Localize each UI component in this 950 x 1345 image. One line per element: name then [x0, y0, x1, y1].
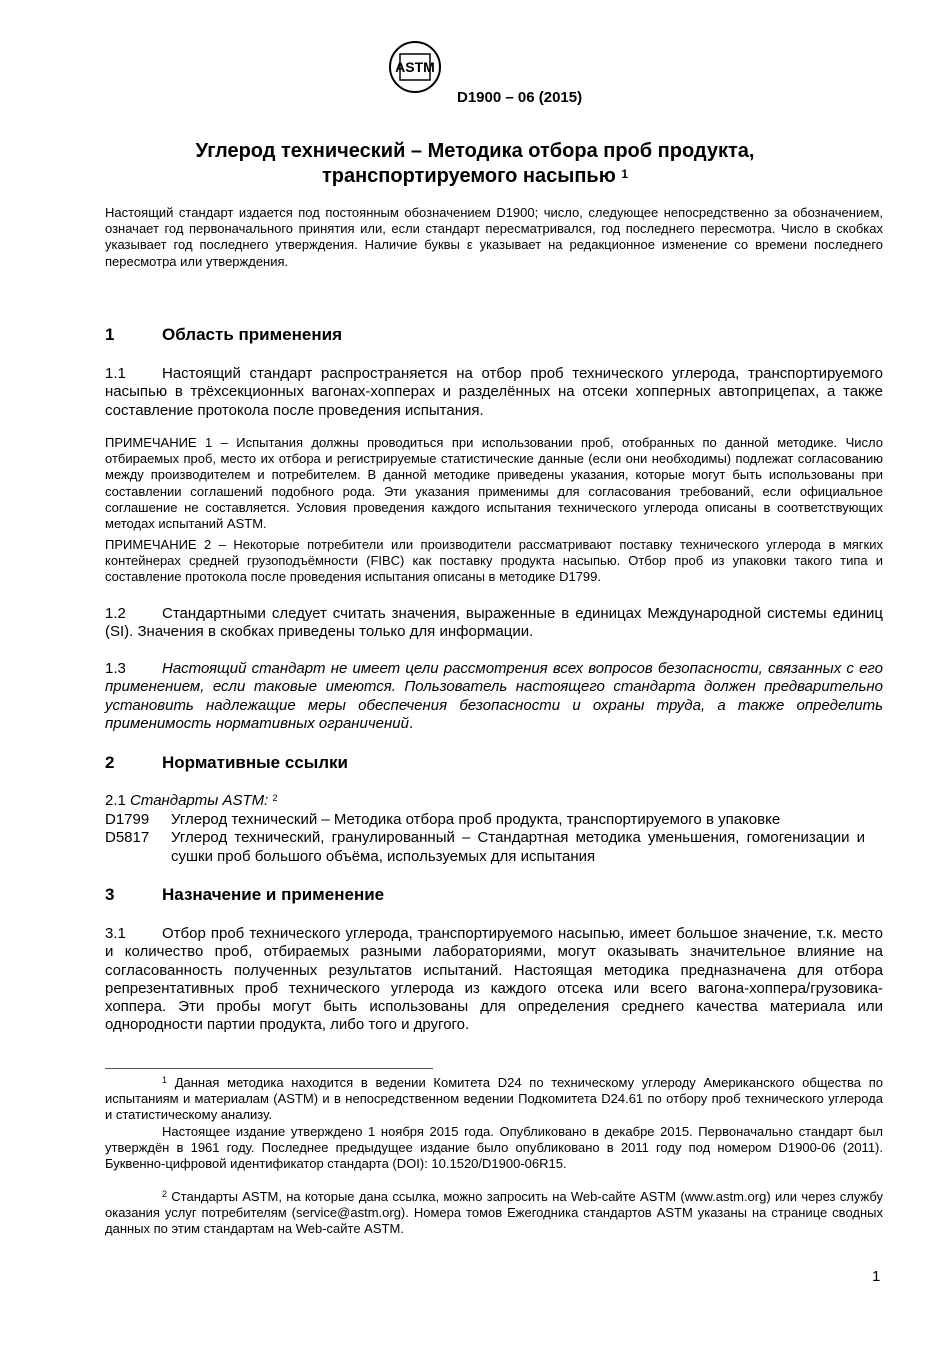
footnote-text: Данная методика находится в ведении Комитета D24 по техническому углероду Американского общества по испытаниям и материалам (ASTM) и в непосредственном ведении Подкомитета D24.61 по отбору проб технического углерода и статистическому анализу. [105, 1075, 883, 1123]
title-line-2: транспортируемого насыпью [321, 165, 616, 187]
section-3-heading [105, 885, 883, 905]
section-number: 1 [105, 325, 115, 344]
reference-code: D1799 [105, 811, 150, 828]
section-1-heading [105, 325, 883, 345]
paragraph-1-2 [105, 605, 883, 642]
reference-item [105, 811, 865, 829]
section-number: 2 [105, 753, 115, 772]
clause-number: 1.1 [105, 365, 126, 382]
title-line-1: Углерод технический – Методика отбора проб продукта, [195, 140, 755, 162]
svg-text:ASTM: ASTM [395, 59, 435, 75]
section-number: 3 [105, 885, 115, 904]
footnote-mark: 2 [162, 1189, 168, 1199]
section-2-heading [105, 753, 883, 773]
designation: D1900 – 06 (2015) [457, 89, 583, 106]
paragraph-2-1 [105, 792, 883, 810]
footnote-1 [105, 1075, 883, 1124]
clause-number: 1.3 [105, 660, 126, 677]
intro-paragraph: Настоящий стандарт издается под постоянным обозначением D1900; число, следующее непосредственно за обозначением, означает год первоначального принятия или, если стандарт пересматривался, год последнего пересмотра. Число в скобках указывает год последнего утверждения. Наличие буквы ε указывает на редакционное изменение со времени последнего пересмотра или утверждения. [105, 205, 883, 269]
reference-item [105, 829, 865, 866]
footnote-mark: 2 [272, 793, 278, 803]
note-2: ПРИМЕЧАНИЕ 2 – Некоторые потребители или производители рассматривают поставку технического углерода в мягких контейнерах средней грузоподъёмности (FIBC) как поставку продукта насыпью. Отбор проб из упаковки такого типа и составление протокола после проведения испытания описаны в методике D1799. [105, 537, 883, 585]
clause-number: 1.2 [105, 605, 126, 622]
section-title: Область применения [162, 325, 343, 344]
clause-number: 2.1 [105, 792, 126, 809]
footnote-text: Стандарты ASTM, на которые дана ссылка, можно запросить на Web-сайте ASTM (www.astm.org) или через службу оказания услуг потребителям (service@astm.org). Номера томов Ежегодника стандартов ASTM указаны на странице сводных данных по этим стандартам на Web-сайте ASTM. [105, 1189, 883, 1237]
footnote-separator [105, 1068, 433, 1069]
reference-code: D5817 [105, 829, 150, 847]
paragraph-1-3 [105, 660, 883, 733]
clause-text: Стандартными следует считать значения, выраженные в единицах Международной системы единиц (SI). Значения в скобках приведены только для информации. [105, 605, 883, 641]
footnote-mark: 1 [162, 1075, 168, 1085]
reference-text: Углерод технический – Методика отбора проб продукта, транспортируемого в упаковке [171, 811, 781, 828]
section-title: Назначение и применение [162, 885, 385, 904]
reference-list [105, 811, 865, 866]
document-title [0, 139, 950, 189]
title-footnote-mark: 1 [621, 167, 629, 181]
clause-end: . [408, 714, 414, 732]
note-1: ПРИМЕЧАНИЕ 1 – Испытания должны проводиться при использовании проб, отобранных по данной методике. Число отбираемых проб, место их отбора и регистрируемые статистические данные (если они необходимы) подлежат согласованию между производителем и потребителем. В данной методике приведены указания, которые могут быть использованы при составлении соглашений подобного рода. Эти указания применимы для согласования требований, если официальное соглашение не составляется. Условия проведения каждого испытания технического углерода описаны в соответствующих методах испытаний ASTM. [105, 435, 883, 532]
clause-number: 3.1 [105, 925, 126, 942]
page-number: 1 [872, 1268, 881, 1285]
paragraph-3-1 [105, 925, 883, 1035]
clause-text: Отбор проб технического углерода, транспортируемого насыпью, имеет большое значение, т.к. место и количество проб, отбираемых разными лабораториями, могут оказывать значительное влияние на согласованность полученных результатов испытаний. Настоящая методика предназначена для отбора репрезентативных проб технического углерода из каждого отсека или всего вагона-хоппера/грузовика-хоппера. Эти пробы могут быть использованы для определения среднего качества материала или однородности партии продукта, либо того и другого. [105, 925, 883, 1034]
footnote-1-edition: Настоящее издание утверждено 1 ноября 2015 года. Опубликовано в декабре 2015. Первоначально стандарт был утверждён в 1961 году. Последнее предыдущее издание было опубликовано в 2011 году под номером D1900-06 (2011). Буквенно-цифровой идентификатор стандарта (DOI): 10.1520/D1900-06R15. [105, 1124, 883, 1172]
reference-text: Углерод технический, гранулированный – Стандартная методика уменьшения, гомогенизации и сушки проб большого объёма, используемых для испытания [171, 829, 865, 865]
paragraph-1-1 [105, 365, 883, 420]
clause-text: Настоящий стандарт распространяется на отбор проб технического углерода, транспортируемого насыпью в трёхсекционных вагонах-хопперах и разделённых на отсеки хопперных автоприцепах, а также составление протокола после проведения испытания. [105, 365, 883, 419]
section-title: Нормативные ссылки [162, 753, 349, 772]
footnote-2 [105, 1189, 883, 1238]
astm-logo [388, 40, 442, 94]
clause-text: Настоящий стандарт не имеет цели рассмотрения всех вопросов безопасности, связанных с его применением, если таковые имеются. Пользователь настоящего стандарта должен предварительно установить надлежащие меры обеспечения безопасности и охраны труда, а также определить применимость нормативных ограничений [105, 660, 883, 732]
clause-label: Стандарты ASTM: [130, 792, 269, 809]
